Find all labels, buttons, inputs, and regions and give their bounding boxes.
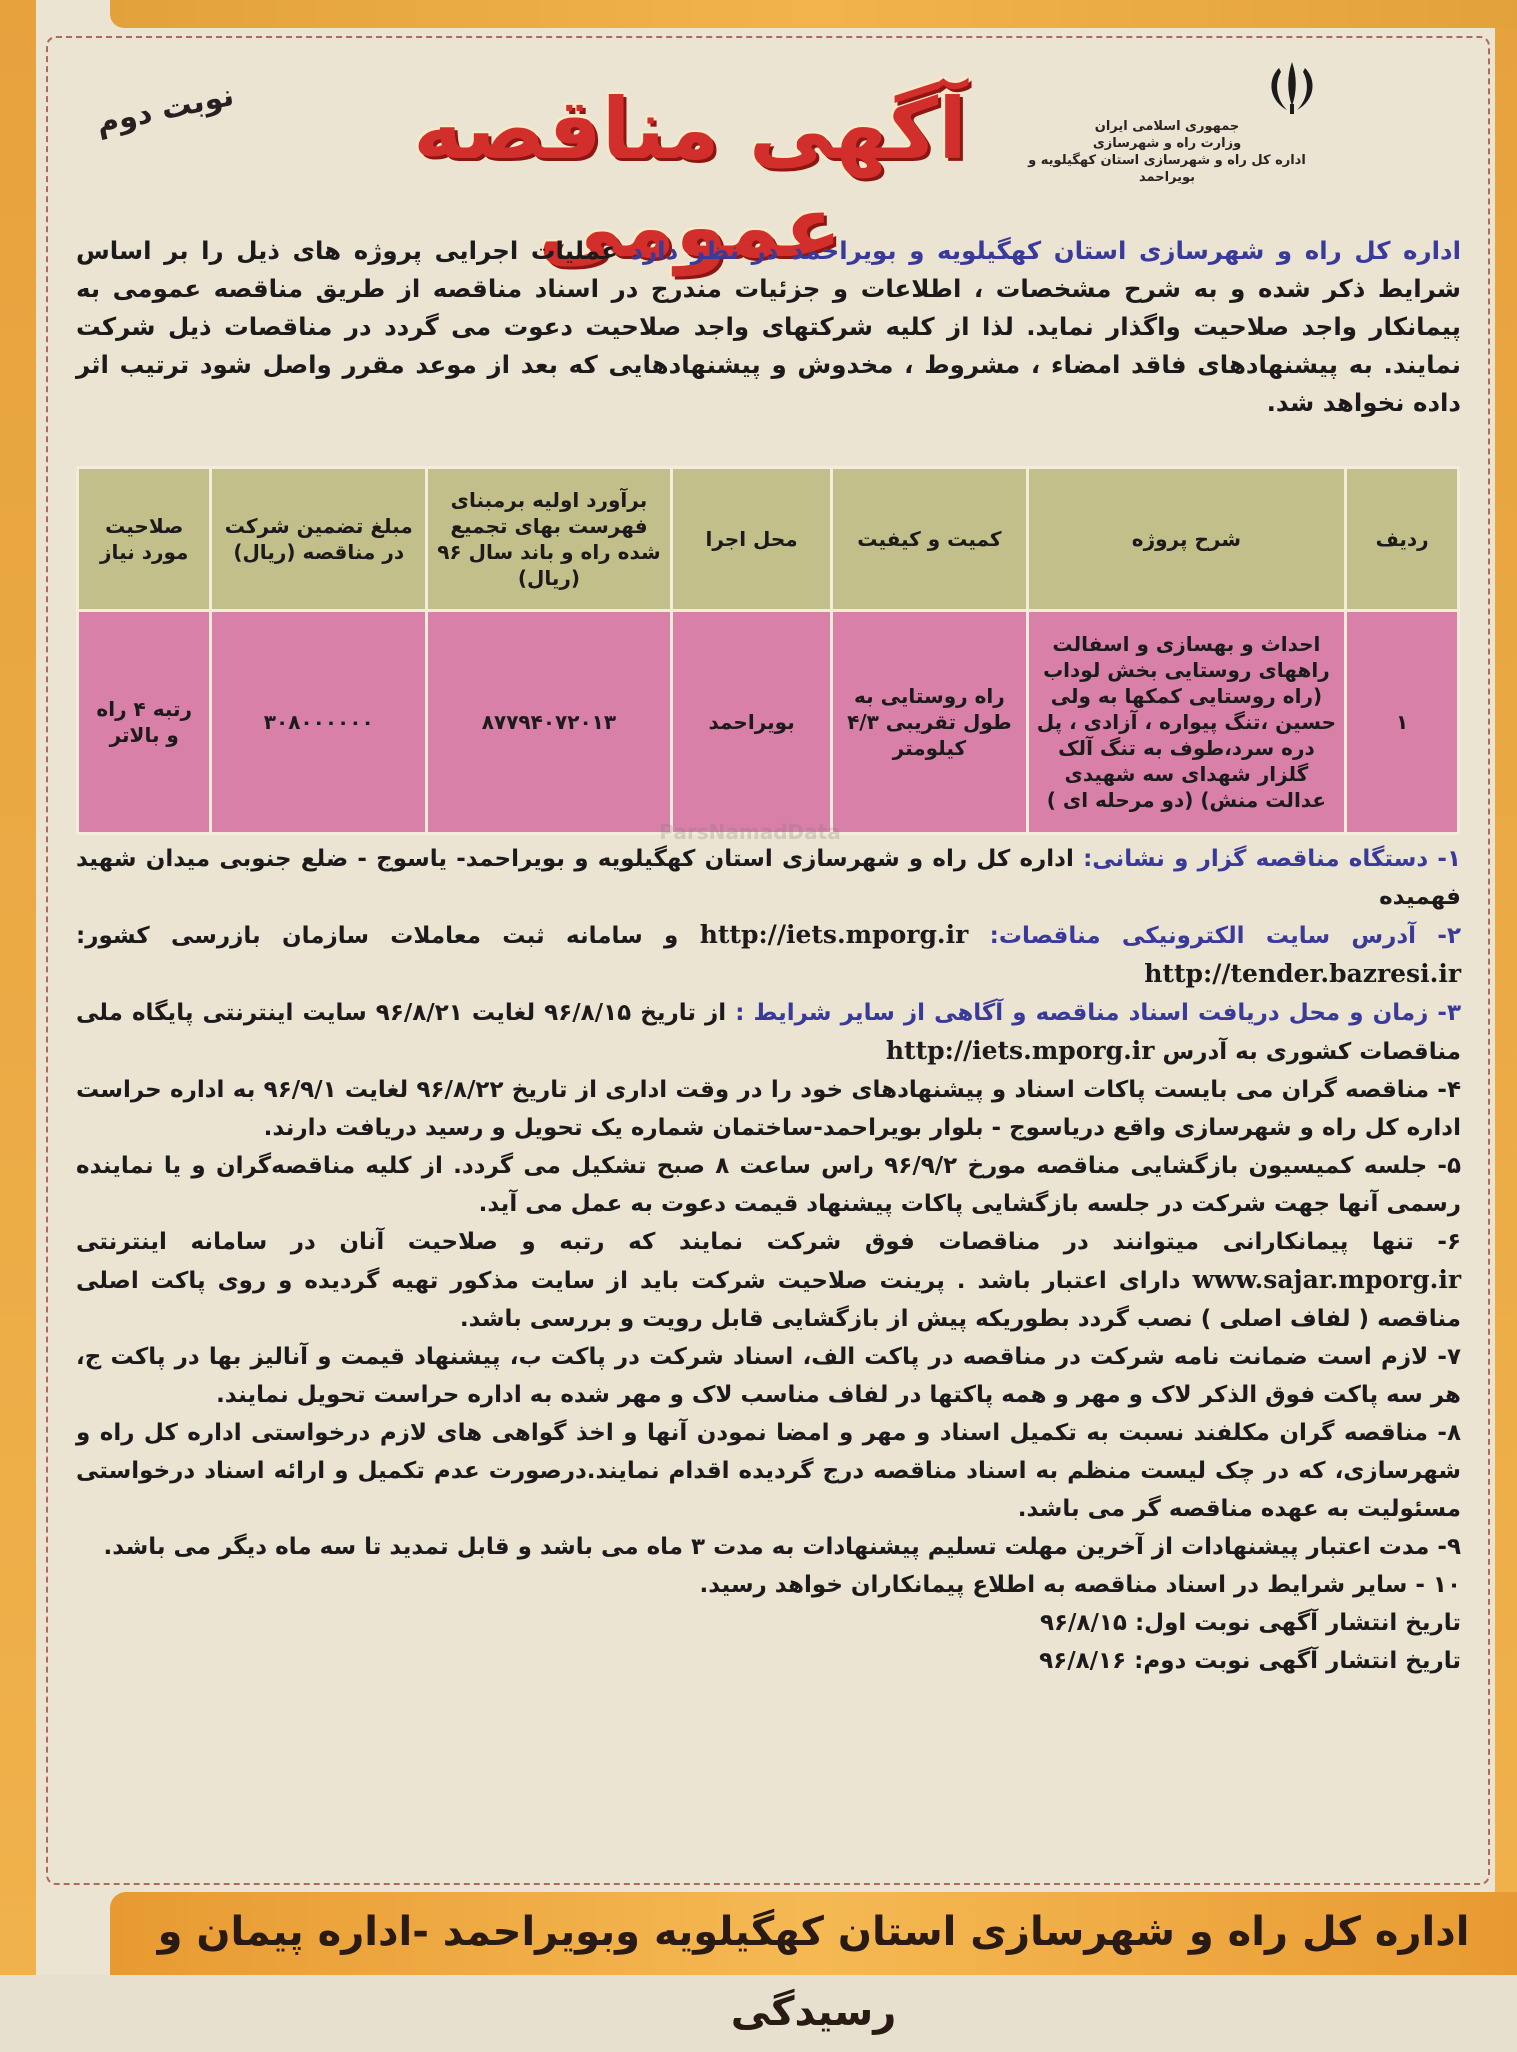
table-header-row — [78, 468, 1459, 611]
clause-4: ۴- مناقصه گران می بایست پاکات اسناد و پیشنهادهای خود را در وقت اداری از تاریخ ۹۶/۸/۲۲ لغایت ۹۶/۹/۱ به اداره حراست اداره کل راه و شهرسازی واقع دریاسوج - بلوار بویراحمد-ساختمان شماره یک تحویل و رسید دریافت دارند. — [76, 1077, 1461, 1141]
clause-5: ۵- جلسه کمیسیون بازگشایی مناقصه مورخ ۹۶/۹/۲ راس ساعت ۸ صبح تشکیل می گردد. از کلیه مناقصه‌گران و یا نماینده رسمی آنها جهت شرکت در جلسه بازگشایی پاکات پیشنهاد قیمت دعوت به عمل می آید. — [76, 1153, 1461, 1217]
cell-project: احداث و بهسازی و اسفالت راههای روستایی بخش لوداب (راه روستایی کمکها به ولی حسین ،تنگ پیواره ، آزادی ، پل دره سرد،طوف به تنگ آلک گلزار شهدای سه شهیدی عدالت منش) (دو مرحله ای ) — [1027, 611, 1346, 834]
clause-2-text: و سامانه ثبت معاملات سازمان بازرسی کشور: — [76, 923, 700, 949]
right-border-strip — [1495, 0, 1517, 1975]
clause-10: ۱۰ - سایر شرایط در اسناد مناقصه به اطلاع پیمانکاران خواهد رسید. — [699, 1572, 1461, 1598]
header-estimate: برآورد اولیه برمبنای فهرست بهای تجمیع شده راه و باند سال ۹۶ (ریال) — [427, 468, 672, 611]
header-row-number: ردیف — [1346, 468, 1459, 611]
clause-6 — [76, 1223, 1461, 1338]
clauses-section — [76, 840, 1461, 1680]
header-quantity: کمیت و کیفیت — [832, 468, 1027, 611]
clause-1 — [76, 840, 1461, 916]
sajar-link[interactable]: www.sajar.mporg.ir — [1192, 1265, 1461, 1294]
page-title: آگهی مناقصه عمومی — [413, 80, 967, 276]
intro-text: عملیات اجرایی پروژه های ذیل را بر اساس شرایط ذکر شده و به شرح مشخصات ، اطلاعات و جزئیات مندرج در اسناد مناقصه از طریق مناقصه عمومی به پیمانکار واجد صلاحیت واگذار نماید. لذا از کلیه شرکتهای واجد صلاحیت دعوت می گردد در مناقصات ذیل شرکت نمایند. به پیشنهادهای فاقد امضاء ، مشروط ، مخدوش و پیشنهادهایی که بعد از موعد مقرر واصل شود ترتیب اثر داده نخواهد شد. — [76, 236, 1461, 417]
clause-3 — [76, 994, 1461, 1071]
intro-highlight: اداره کل راه و شهرسازی استان کهگیلویه و بویراحمد در نظر دارد — [630, 236, 1461, 265]
clause-1-title: ۱- دستگاه مناقصه گزار و نشانی: — [1083, 846, 1461, 872]
watermark: ParsNamadData — [659, 820, 841, 844]
iets-link[interactable]: http://iets.mporg.ir — [699, 920, 969, 949]
cell-location: بویراحمد — [671, 611, 831, 834]
clause-6-text-a: ۶- تنها پیمانکارانی میتوانند در مناقصات فوق شرکت نمایند که رتبه و صلاحیت آنان در سامانه اینترنتی — [76, 1229, 1461, 1255]
header-project: شرح پروژه — [1027, 468, 1346, 611]
iets-link-2[interactable]: http://iets.mporg.ir — [885, 1036, 1155, 1065]
clause-7: ۷- لازم است ضمانت نامه شرکت در مناقصه در پاکت الف، اسناد شرکت در پاکت ب، پیشنهاد قیمت و آنالیز بها در پاکت ج، هر سه پاکت فوق الذکر لاک و مهر و همه پاکتها در لفاف مناسب لاک و مهر شده به اداره حراست تحویل نمایند. — [76, 1344, 1461, 1408]
tender-table — [76, 466, 1460, 835]
emblem-caption: جمهوری اسلامی ایران — [1094, 119, 1240, 134]
clause-3-text: از تاریخ ۹۶/۸/۱۵ لغایت ۹۶/۸/۲۱ سایت اینترنتی پایگاه ملی مناقصات کشوری به آدرس — [76, 1000, 1461, 1065]
top-border-strip — [110, 0, 1517, 28]
left-border-strip — [0, 0, 36, 1975]
header-qualification: صلاحیت مورد نیاز — [78, 468, 211, 611]
clause-9: ۹- مدت اعتبار پیشنهادات از آخرین مهلت تسلیم پیشنهادات به مدت ۳ ماه می باشد و قابل تمدید تا سه ماه دیگر می باشد. — [103, 1534, 1461, 1560]
intro-paragraph — [76, 232, 1461, 422]
round-label: نوبت دوم — [93, 77, 237, 142]
header-guarantee: مبلغ تضمین شرکت در مناقصه (ریال) — [211, 468, 427, 611]
cell-quantity: راه روستایی به طول تقریبی ۴/۳ کیلومتر — [832, 611, 1027, 834]
publish-date-first: تاریخ انتشار آگهی نوبت اول: ۹۶/۸/۱۵ — [1039, 1610, 1461, 1636]
footer-banner: اداره کل راه و شهرسازی استان کهگیلویه وبویراحمد -اداره پیمان و رسیدگی — [110, 1892, 1517, 1975]
header-location: محل اجرا — [671, 468, 831, 611]
bazresi-link[interactable]: http://tender.bazresi.ir — [1144, 959, 1461, 988]
organization-header — [1017, 118, 1317, 186]
clause-2 — [76, 916, 1461, 994]
publish-date-second: تاریخ انتشار آگهی نوبت دوم: ۹۶/۸/۱۶ — [1039, 1648, 1461, 1674]
clause-8: ۸- مناقصه گران مکلفند نسبت به تکمیل اسناد و مهر و امضا نمودن آنها و اخذ گواهی های لازم درخواستی اداره کل راه و شهرسازی، که در چک لیست منظم به اسناد مناقصه درج گردیده اقدام نمایند.درصورت عدم تکمیل و ارائه اسناد درخواستی مسئولیت به عهده مناقصه گر می باشد. — [76, 1420, 1461, 1522]
department-name: اداره کل راه و شهرسازی استان کهگیلویه و بویراحمد — [1028, 153, 1306, 185]
table-row — [78, 611, 1459, 834]
clause-3-title: ۳- زمان و محل دریافت اسناد مناقصه و آگاهی از سایر شرایط : — [735, 1000, 1461, 1026]
cell-qualification: رتبه ۴ راه و بالاتر — [78, 611, 211, 834]
clause-2-title: ۲- آدرس سایت الکترونیکی مناقصات: — [989, 923, 1461, 949]
ministry-name: وزارت راه و شهرسازی — [1092, 136, 1242, 151]
clause-6-text-b: دارای اعتبار باشد . پرینت صلاحیت شرکت باید از سایت مذکور تهیه گردیده و روی پاکت اصلی مناقصه ( لفاف اصلی ) نصب گردد بطوریکه پیش از بازگشایی قابل رویت و بررسی باشد. — [76, 1268, 1461, 1332]
cell-guarantee: ۳۰۸۰۰۰۰۰۰ — [211, 611, 427, 834]
cell-estimate: ۸۷۷۹۴۰۷۲۰۱۳ — [427, 611, 672, 834]
clause-1-text: اداره کل راه و شهرسازی استان کهگیلویه و بویراحمد- یاسوج - ضلع جنوبی میدان شهید فهمیده — [76, 846, 1461, 910]
cell-row-number: ۱ — [1346, 611, 1459, 834]
